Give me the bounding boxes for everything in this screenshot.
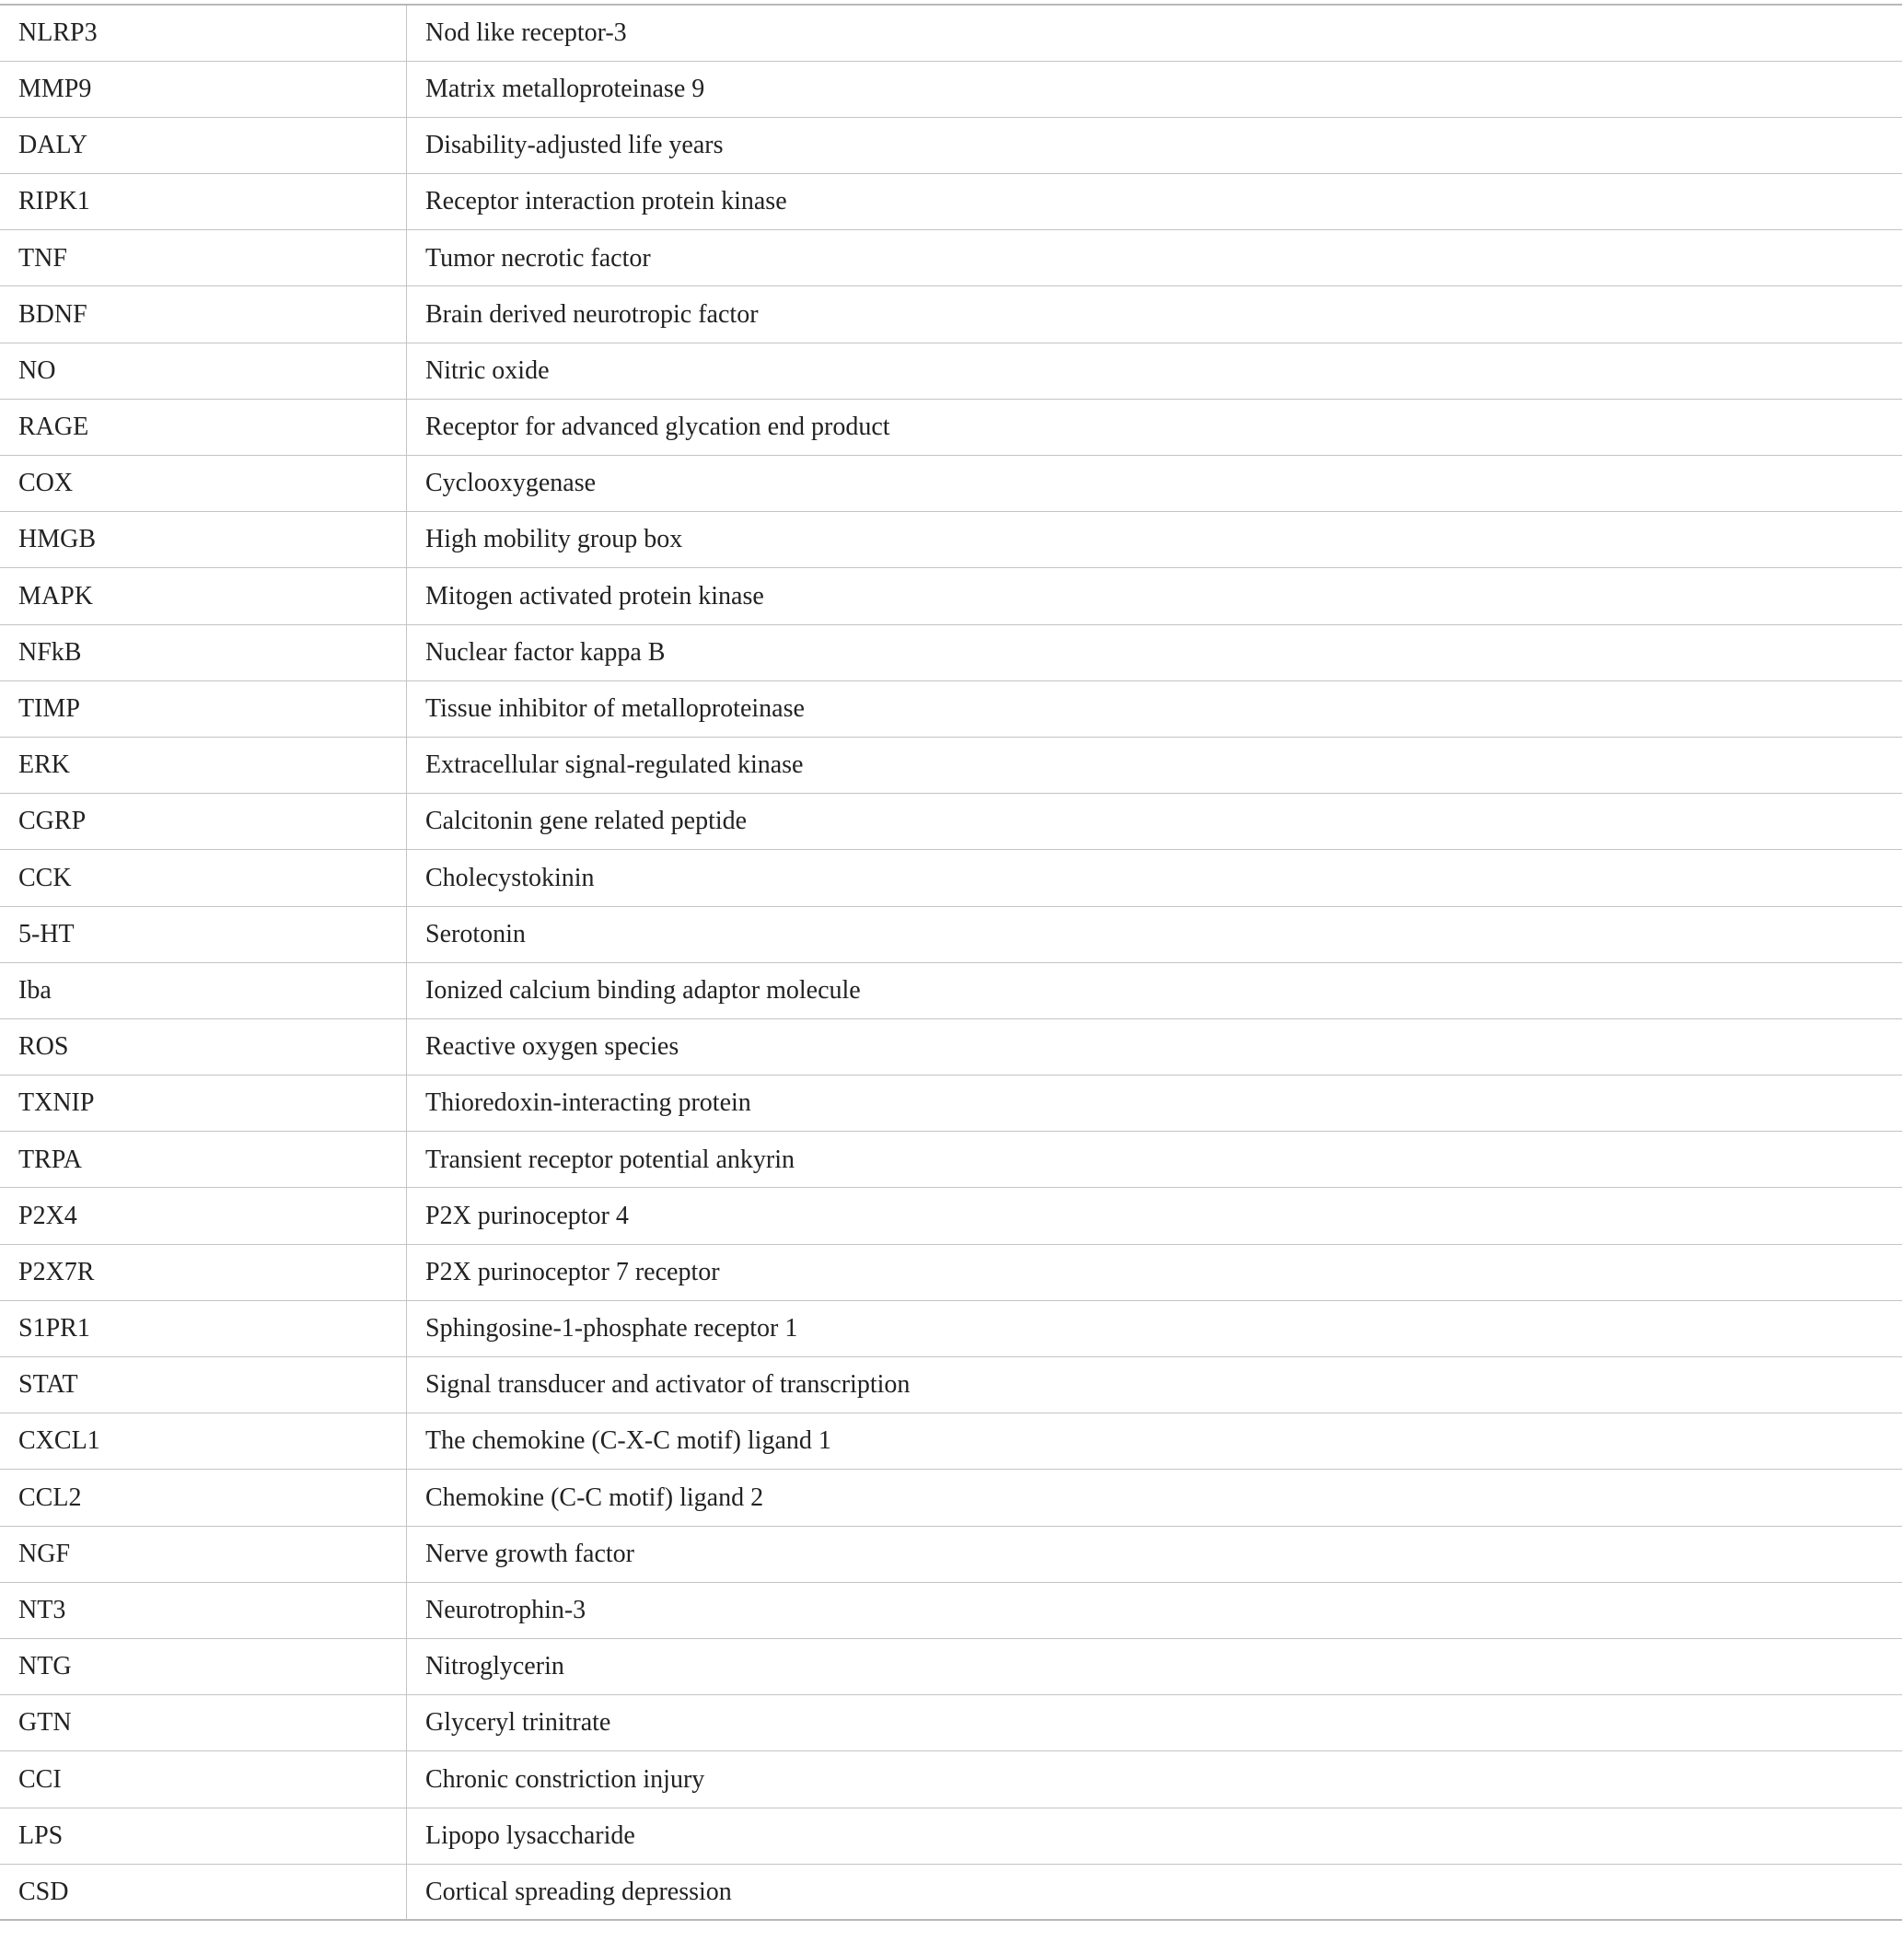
- full-name-cell: High mobility group box: [407, 512, 1903, 568]
- full-name-cell: Mitogen activated protein kinase: [407, 568, 1903, 624]
- table-row: [0, 794, 1902, 850]
- full-name-cell: Nitric oxide: [407, 343, 1903, 399]
- abbreviation-cell: NT3: [0, 1582, 407, 1638]
- full-name-cell: Neurotrophin-3: [407, 1582, 1903, 1638]
- abbreviation-cell: BDNF: [0, 286, 407, 343]
- table-row: [0, 1751, 1902, 1808]
- abbreviation-cell: ROS: [0, 1018, 407, 1075]
- full-name-cell: Nod like receptor-3: [407, 5, 1903, 61]
- abbreviation-cell: MAPK: [0, 568, 407, 624]
- abbreviation-cell: 5-HT: [0, 906, 407, 962]
- full-name-cell: Glyceryl trinitrate: [407, 1695, 1903, 1751]
- abbreviation-cell: NLRP3: [0, 5, 407, 61]
- table-row: [0, 1300, 1902, 1356]
- full-name-cell: Sphingosine-1-phosphate receptor 1: [407, 1300, 1903, 1356]
- full-name-cell: Nerve growth factor: [407, 1526, 1903, 1582]
- abbreviation-cell: TIMP: [0, 680, 407, 737]
- abbreviation-cell: COX: [0, 456, 407, 512]
- abbreviation-cell: CCI: [0, 1751, 407, 1808]
- full-name-cell: Disability-adjusted life years: [407, 117, 1903, 173]
- table-row: [0, 568, 1902, 624]
- full-name-cell: Reactive oxygen species: [407, 1018, 1903, 1075]
- abbreviation-cell: CGRP: [0, 794, 407, 850]
- abbreviation-cell: P2X4: [0, 1188, 407, 1244]
- table-row: [0, 850, 1902, 906]
- table-row: [0, 1018, 1902, 1075]
- abbreviation-cell: NGF: [0, 1526, 407, 1582]
- full-name-cell: Cyclooxygenase: [407, 456, 1903, 512]
- table-row: [0, 399, 1902, 455]
- table-row: [0, 624, 1902, 680]
- full-name-cell: Nuclear factor kappa B: [407, 624, 1903, 680]
- full-name-cell: Matrix metalloproteinase 9: [407, 61, 1903, 117]
- full-name-cell: P2X purinoceptor 4: [407, 1188, 1903, 1244]
- table-row: [0, 1582, 1902, 1638]
- full-name-cell: Ionized calcium binding adaptor molecule: [407, 962, 1903, 1018]
- full-name-cell: The chemokine (C-X-C motif) ligand 1: [407, 1413, 1903, 1470]
- full-name-cell: Nitroglycerin: [407, 1638, 1903, 1694]
- full-name-cell: Transient receptor potential ankyrin: [407, 1132, 1903, 1188]
- table-row: [0, 1638, 1902, 1694]
- full-name-cell: Extracellular signal-regulated kinase: [407, 737, 1903, 793]
- table-row: [0, 962, 1902, 1018]
- full-name-cell: Calcitonin gene related peptide: [407, 794, 1903, 850]
- table-row: [0, 1695, 1902, 1751]
- full-name-cell: Brain derived neurotropic factor: [407, 286, 1903, 343]
- full-name-cell: Chemokine (C-C motif) ligand 2: [407, 1470, 1903, 1526]
- table-row: [0, 61, 1902, 117]
- table-row: [0, 1357, 1902, 1413]
- table-row: [0, 286, 1902, 343]
- abbreviation-cell: Iba: [0, 962, 407, 1018]
- full-name-cell: Serotonin: [407, 906, 1903, 962]
- abbreviation-cell: CCK: [0, 850, 407, 906]
- full-name-cell: Cortical spreading depression: [425, 1877, 732, 1906]
- abbreviation-cell: DALY: [0, 117, 407, 173]
- full-name-cell: Cholecystokinin: [407, 850, 1903, 906]
- table-row: [0, 1864, 1902, 1920]
- abbreviation-cell: NO: [0, 343, 407, 399]
- table-row: [0, 1413, 1902, 1470]
- abbreviation-cell: P2X7R: [0, 1244, 407, 1300]
- table-row: [0, 1808, 1902, 1864]
- table-row: [0, 230, 1902, 286]
- table-row: [0, 512, 1902, 568]
- table-row: [0, 1470, 1902, 1526]
- table-row: [0, 174, 1902, 230]
- table-row: [0, 5, 1902, 61]
- table-row: [0, 1244, 1902, 1300]
- full-name-cell: Receptor for advanced glycation end product: [407, 399, 1903, 455]
- table-row: [0, 456, 1902, 512]
- abbreviation-cell: TXNIP: [0, 1076, 407, 1132]
- abbreviation-cell: STAT: [0, 1357, 407, 1413]
- abbreviation-cell: CSD: [0, 1864, 407, 1920]
- full-name-cell: Lipopo lysaccharide: [407, 1808, 1903, 1864]
- abbreviation-cell: RIPK1: [0, 174, 407, 230]
- full-name-cell: Chronic constriction injury: [407, 1751, 1903, 1808]
- abbreviation-cell: GTN: [0, 1695, 407, 1751]
- abbreviation-cell: ERK: [0, 737, 407, 793]
- abbreviations-table-body: [0, 5, 1902, 1920]
- abbreviation-cell: MMP9: [0, 61, 407, 117]
- full-name-cell: Thioredoxin-interacting protein: [407, 1076, 1903, 1132]
- table-row: [0, 1188, 1902, 1244]
- table-row: [0, 1076, 1902, 1132]
- table-row: [0, 906, 1902, 962]
- table-row: [0, 343, 1902, 399]
- abbreviation-cell: TNF: [0, 230, 407, 286]
- full-name-cell: P2X purinoceptor 7 receptor: [407, 1244, 1903, 1300]
- abbreviation-cell: CCL2: [0, 1470, 407, 1526]
- abbreviation-cell: HMGB: [0, 512, 407, 568]
- abbreviation-cell: S1PR1: [0, 1300, 407, 1356]
- table-row: [0, 737, 1902, 793]
- abbreviation-cell: NFkB: [0, 624, 407, 680]
- full-name-cell: Signal transducer and activator of transcription: [407, 1357, 1903, 1413]
- abbreviation-cell: NTG: [0, 1638, 407, 1694]
- full-name-cell: Tumor necrotic factor: [407, 230, 1903, 286]
- table-row: [0, 680, 1902, 737]
- abbreviation-cell: RAGE: [0, 399, 407, 455]
- abbreviation-cell: CXCL1: [0, 1413, 407, 1470]
- table-row: [0, 1132, 1902, 1188]
- table-row: [0, 1526, 1902, 1582]
- abbreviation-cell: LPS: [0, 1808, 407, 1864]
- full-name-cell: Receptor interaction protein kinase: [407, 174, 1903, 230]
- full-name-cell: Tissue inhibitor of metalloproteinase: [407, 680, 1903, 737]
- abbreviation-cell: TRPA: [0, 1132, 407, 1188]
- table-row: [0, 117, 1902, 173]
- abbreviations-table: [0, 4, 1902, 1921]
